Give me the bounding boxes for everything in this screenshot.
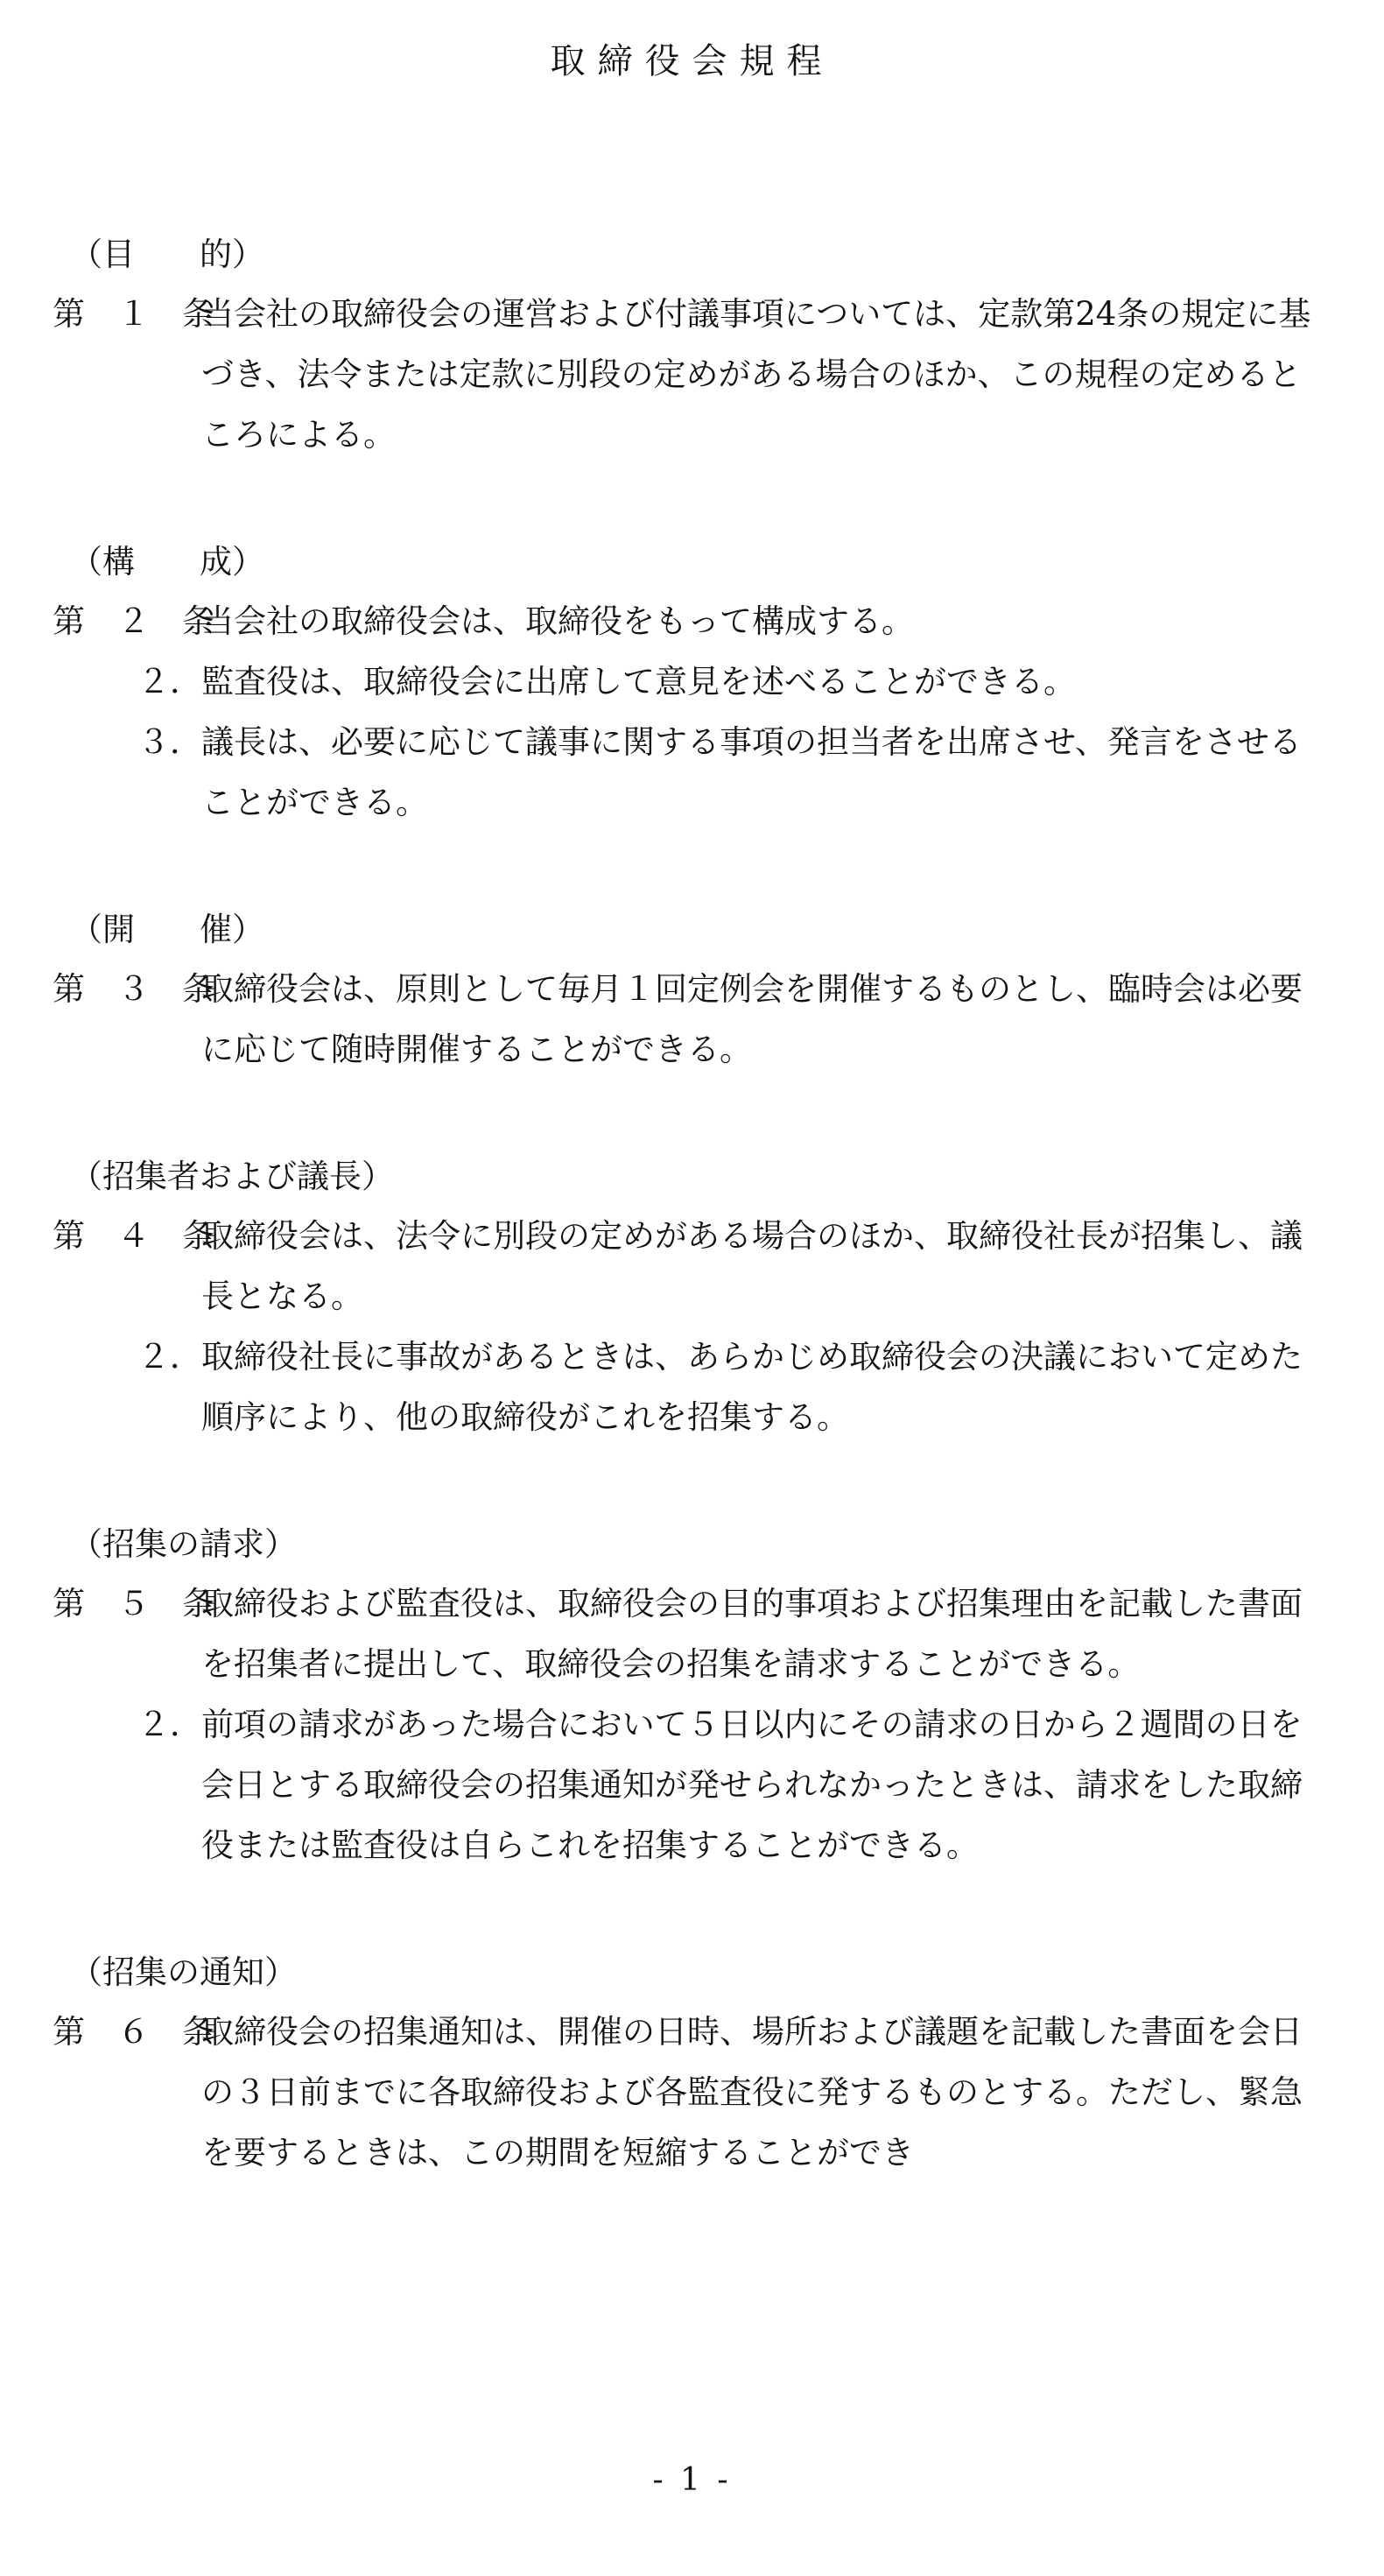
article-text: 当会社の取締役会は、取締役をもって構成する。 bbox=[201, 602, 914, 640]
article-paragraph bbox=[53, 1694, 1331, 1876]
article-number: 第 ３ 条 bbox=[53, 970, 214, 1008]
article-number: 第 ２ 条 bbox=[53, 602, 214, 640]
paragraph-number: ２． bbox=[137, 663, 202, 700]
article-text: 取締役会の招集通知は、開催の日時、場所および議題を記載した書面を会日の３日前までに各取締役および各監査役に発するものとする。ただし、緊急を要するときは、この期間を短縮することができ bbox=[201, 2013, 1303, 2171]
article-heading: （開 催） bbox=[70, 911, 264, 948]
article-section bbox=[53, 1148, 1331, 1447]
article-number: 第 ４ 条 bbox=[53, 1217, 214, 1255]
paragraph-number: ２． bbox=[137, 1706, 202, 1743]
article-section bbox=[53, 533, 1331, 833]
paragraph-number: ２． bbox=[137, 1338, 202, 1376]
article-section bbox=[53, 901, 1331, 1080]
article-section bbox=[53, 226, 1331, 465]
article-text: 取締役会は、原則として毎月１回定例会を開催するものとし、臨時会は必要に応じて随時開催することができる。 bbox=[201, 970, 1303, 1068]
article-number: 第 ６ 条 bbox=[53, 2013, 214, 2051]
paragraph-text: 取締役社長に事故があるときは、あらかじめ取締役会の決議において定めた順序により、他の取締役がこれを招集する。 bbox=[201, 1338, 1303, 1436]
article-section bbox=[53, 1516, 1331, 1876]
article-main-clause bbox=[53, 2002, 1331, 2183]
article-number: 第 １ 条 bbox=[53, 295, 214, 333]
article-main-clause bbox=[53, 959, 1331, 1080]
article-heading: （構 成） bbox=[70, 543, 264, 581]
article-paragraph bbox=[53, 1327, 1331, 1447]
article-text: 取締役会は、法令に別段の定めがある場合のほか、取締役社長が招集し、議長となる。 bbox=[201, 1217, 1303, 1315]
document-title: 取締役会規程 bbox=[550, 41, 834, 81]
article-section bbox=[53, 1944, 1331, 2183]
paragraph-text: 監査役は、取締役会に出席して意見を述べることができる。 bbox=[201, 663, 1076, 700]
document-body bbox=[53, 226, 1331, 2183]
page-number: - 1 - bbox=[652, 2462, 732, 2498]
paragraph-text: 議長は、必要に応じて議事に関する事項の担当者を出席させ、発言をさせることができる。 bbox=[201, 723, 1302, 821]
article-paragraph bbox=[53, 712, 1331, 833]
article-heading: （招集の通知） bbox=[70, 1953, 297, 1991]
article-main-clause bbox=[53, 591, 1331, 651]
article-heading: （招集の請求） bbox=[70, 1525, 297, 1563]
article-heading: （招集者および議長） bbox=[70, 1158, 394, 1195]
article-number: 第 ５ 条 bbox=[53, 1585, 214, 1622]
article-text: 取締役および監査役は、取締役会の目的事項および招集理由を記載した書面を招集者に提出して、取締役会の招集を請求することができる。 bbox=[201, 1585, 1303, 1683]
paragraph-text: 前項の請求があった場合において５日以内にその請求の日から２週間の日を会日とする取締役会の招集通知が発せられなかったときは、請求をした取締役または監査役は自らこれを招集することができる。 bbox=[201, 1706, 1303, 1864]
paragraph-number: ３． bbox=[137, 723, 202, 761]
article-main-clause bbox=[53, 1206, 1331, 1327]
article-main-clause bbox=[53, 1573, 1331, 1694]
article-text: 当会社の取締役会の運営および付議事項については、定款第24条の規定に基づき、法令または定款に別段の定めがある場合のほか、この規程の定めるところによる。 bbox=[201, 295, 1311, 454]
article-heading: （目 的） bbox=[70, 236, 264, 273]
article-paragraph bbox=[53, 651, 1331, 712]
article-main-clause bbox=[53, 284, 1331, 465]
